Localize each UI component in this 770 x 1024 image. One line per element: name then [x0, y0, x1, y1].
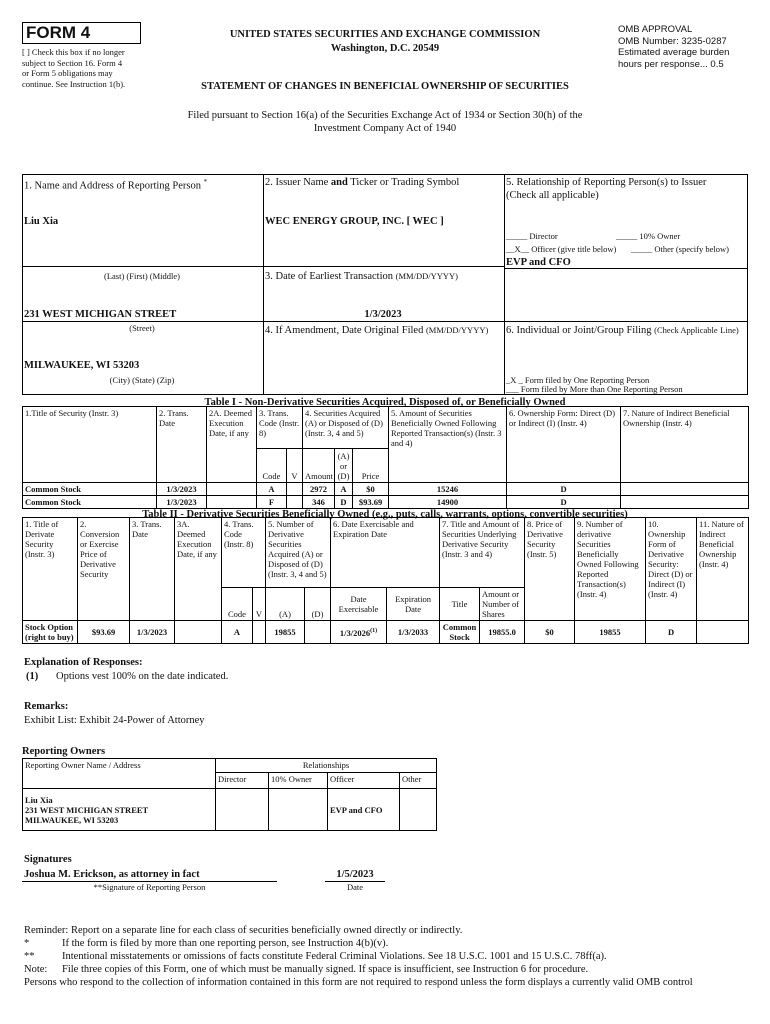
- t2-h-owned: 9. Number of derivative Securities Beneficially Owned Following Reported Transaction(s) (Instr. 4): [575, 518, 646, 621]
- t1-r1-amount: 346: [303, 496, 335, 509]
- table-row: [23, 483, 749, 496]
- owners-col-name: Reporting Owner Name / Address: [23, 759, 216, 789]
- t2-h-sub-a: (A): [266, 588, 305, 621]
- explanation-num: (1): [26, 671, 39, 682]
- box3-label-text: 3. Date of Earliest Transaction: [265, 271, 394, 282]
- owners-col-officer: Officer: [328, 773, 400, 789]
- box4-label-small: (MM/DD/YYYY): [425, 325, 489, 335]
- t1-h-sub-v: V: [287, 449, 303, 483]
- omb-line: OMB Number: 3235-0287: [618, 35, 727, 47]
- t2-h-code: 4. Trans. Code (Instr. 8): [222, 518, 266, 588]
- t1-h-title: 1.Title of Security (Instr. 3): [23, 407, 157, 483]
- t2-h-conv: 2. Conversion or Exercise Price of Derivative Security: [78, 518, 130, 621]
- remarks-text: Exhibit List: Exhibit 24-Power of Attorney: [24, 715, 205, 726]
- t2-h-sub-date-ex: Date Exercisable: [331, 588, 387, 621]
- signatures-heading: Signatures: [24, 854, 72, 865]
- t2-r0-und-title: Common Stock: [440, 621, 480, 644]
- remarks-heading: Remarks:: [24, 701, 69, 712]
- box1-label-text: 1. Name and Address of Reporting Person: [24, 180, 202, 192]
- omb-line: hours per response... 0.5: [618, 58, 724, 70]
- t1-h-date: 2. Trans. Date: [157, 407, 207, 483]
- name-parts-label: (Last) (First) (Middle): [103, 271, 180, 281]
- boxes-divider-1: [263, 174, 264, 394]
- owners-col-rel: Relationships: [216, 759, 437, 773]
- t1-h-securities: 4. Securities Acquired (A) or Disposed of (D) (Instr. 3, 4 and 5): [303, 407, 389, 449]
- agency-line1: UNITED STATES SECURITIES AND EXCHANGE COMMISSION: [229, 29, 541, 40]
- t2-r0-expiration: 1/3/2033: [387, 621, 440, 644]
- t1-h-code: 3. Trans. Code (Instr. 8): [257, 407, 303, 449]
- statement-title: STATEMENT OF CHANGES IN BENEFICIAL OWNERSHIP OF SECURITIES: [201, 81, 569, 92]
- t1-r0-code: A: [257, 483, 287, 496]
- box-hline-d: [504, 321, 748, 322]
- t2-r0-title: Stock Option (right to buy): [23, 621, 78, 644]
- t2-h-form: 10. Ownership Form of Derivative Security: Direct (D) or Indirect (I) (Instr. 4): [646, 518, 697, 621]
- table1: [22, 406, 749, 509]
- t2-r0-a: 19855: [266, 621, 305, 644]
- filing-option-more: ___ Form filed by More than One Reporting Person: [506, 384, 683, 394]
- t1-r0-form: D: [507, 483, 621, 496]
- t2-h-underlying: 7. Title and Amount of Securities Underlying Derivative Security (Instr. 3 and 4): [440, 518, 525, 588]
- t1-h-sub-price: Price: [353, 449, 389, 483]
- owner-name-line: 231 WEST MICHIGAN STREET: [25, 804, 149, 815]
- t1-r0-nature: [621, 483, 749, 496]
- t2-h-sub-v: V: [253, 588, 266, 621]
- checkbox-note-line: [ ] Check this box if no longer: [22, 47, 125, 57]
- box-hline-c: [22, 321, 504, 322]
- footer-note-mark: Note:: [24, 964, 48, 975]
- t1-r0-owned: 15246: [389, 483, 507, 496]
- earliest-transaction-date: 1/3/2023: [364, 309, 402, 320]
- explanation-heading: Explanation of Responses:: [24, 657, 143, 668]
- form-title: FORM 4: [22, 22, 141, 44]
- box3-label: [265, 270, 501, 283]
- t1-h-form: 6. Ownership Form: Direct (D) or Indirect (I) (Instr. 4): [507, 407, 621, 483]
- t1-r0-amount: 2972: [303, 483, 335, 496]
- t2-h-sub-amount: Amount or Number of Shares: [480, 588, 525, 621]
- checkbox-note-line: or Form 5 obligations may: [22, 68, 113, 78]
- t1-h-nature: 7. Nature of Indirect Beneficial Ownership (Instr. 4): [621, 407, 749, 483]
- t1-r1-v: [287, 496, 303, 509]
- t2-h-number: 5. Number of Derivative Securities Acquired (A) or Disposed of (D) (Instr. 3, 4 and 5): [266, 518, 331, 588]
- t2-r0-deemed: [175, 621, 222, 644]
- t1-r0-price: $0: [353, 483, 389, 496]
- omb-line: OMB APPROVAL: [618, 24, 693, 35]
- boxes-right-border: [747, 174, 748, 394]
- t1-r1-date: 1/3/2023: [157, 496, 207, 509]
- owner-name-line: MILWAUKEE, WI 53203: [25, 814, 119, 825]
- city-label: (City) (State) (Zip): [109, 375, 175, 385]
- t2-r0-nature: [697, 621, 749, 644]
- t1-r0-title: Common Stock: [23, 483, 157, 496]
- checkbox-note-line: subject to Section 16. Form 4: [22, 57, 123, 68]
- box1-label: [24, 176, 260, 193]
- signature-date: 1/5/2023: [336, 869, 374, 880]
- box4-label: [265, 324, 505, 337]
- t1-h-sub-amount: Amount: [303, 449, 335, 483]
- table2-title: Table II - Derivative Securities Beneficially Owned (e.g., puts, calls, warrants, options, convertible securities): [142, 509, 628, 520]
- t1-h-sub-code: Code: [257, 449, 287, 483]
- street-label: (Street): [129, 323, 155, 333]
- signer-label: **Signature of Reporting Person: [93, 882, 206, 892]
- table-row: [23, 496, 749, 509]
- footer-last: Persons who respond to the collection of information contained in this form are not required to respond unless the form displays a currently valid OMB control: [24, 977, 693, 988]
- box6-label: [506, 324, 746, 337]
- t2-h-nature: 11. Nature of Indirect Beneficial Ownership (Instr. 4): [697, 518, 749, 621]
- t2-r0-conv: $93.69: [78, 621, 130, 644]
- box-hline-a: [22, 266, 504, 267]
- reporting-city: MILWAUKEE, WI 53203: [24, 360, 140, 371]
- t1-h-owned: 5. Amount of Securities Beneficially Owned Following Reported Transaction(s) (Instr. 3 and 4): [389, 407, 507, 483]
- box2-label: [265, 176, 501, 189]
- t1-r0-date: 1/3/2023: [157, 483, 207, 496]
- filed-pursuant-line1: Filed pursuant to Section 16(a) of the Securities Exchange Act of 1934 or Section 30(h) of the: [187, 110, 583, 121]
- explanation-text: Options vest 100% on the date indicated.: [56, 671, 229, 682]
- table-row: [23, 621, 749, 644]
- owner-name-address: [23, 789, 216, 831]
- box2-label-and: and: [330, 177, 348, 188]
- t2-r0-exercisable: [331, 621, 387, 644]
- t1-r1-form: D: [507, 496, 621, 509]
- box5-label-line1: 5. Relationship of Reporting Person(s) to Issuer: [506, 177, 707, 188]
- t1-r1-price: $93.69: [353, 496, 389, 509]
- t1-r1-code: F: [257, 496, 287, 509]
- t2-h-title: 1. Title of Derivate Security (Instr. 3): [23, 518, 78, 621]
- date-label: Date: [346, 882, 364, 892]
- owners-col-other: Other: [400, 773, 437, 789]
- other-option: _____ Other (specify below): [631, 244, 729, 254]
- t2-r0-exercisable-date: 1/3/2026: [339, 627, 371, 638]
- box2-label-pre: 2. Issuer Name: [265, 177, 331, 188]
- box6-label-small2: Line): [720, 325, 739, 335]
- director-option: _____ Director: [506, 231, 558, 241]
- checkbox-note-line: continue. See Instruction 1(b).: [22, 78, 126, 89]
- owners-heading: Reporting Owners: [22, 746, 106, 757]
- ten-pct-option: _____ 10% Owner: [616, 231, 681, 241]
- owner-ten: [269, 789, 328, 831]
- box3-label-small: (MM/DD/YYYY): [395, 271, 458, 281]
- owners-col-director: Director: [216, 773, 269, 789]
- table-row: [23, 789, 437, 831]
- t1-r0-v: [287, 483, 303, 496]
- reporting-person-name: Liu Xia: [24, 216, 59, 227]
- t2-r0-date: 1/3/2023: [130, 621, 175, 644]
- t1-r1-title: Common Stock: [23, 496, 157, 509]
- owners-col-ten: 10% Owner: [269, 773, 328, 789]
- officer-option: __X__ Officer (give title below): [506, 244, 617, 254]
- t2-r0-d: [305, 621, 331, 644]
- t2-r0-price: $0: [525, 621, 575, 644]
- owner-other: [400, 789, 437, 831]
- footer-dstar-mark: **: [24, 951, 35, 962]
- t2-h-date: 3. Trans. Date: [130, 518, 175, 621]
- agency-line2: Washington, D.C. 20549: [330, 43, 440, 54]
- t1-r0-deemed: [207, 483, 257, 496]
- boxes-left-border: [22, 174, 23, 394]
- t2-r0-v: [253, 621, 266, 644]
- footer-note-text: File three copies of this Form, one of which must be manually signed. If space is insufficient, see Instruction 6 for procedure.: [62, 964, 589, 975]
- box5-label: [506, 176, 746, 202]
- t1-h-deemed: 2A. Deemed Execution Date, if any: [207, 407, 257, 483]
- issuer-name: WEC ENERGY GROUP, INC. [ WEC ]: [265, 216, 444, 227]
- t2-h-price: 8. Price of Derivative Security (Instr. 5): [525, 518, 575, 621]
- owner-officer: EVP and CFO: [328, 789, 400, 831]
- boxes-top-border: [22, 174, 748, 175]
- officer-title: EVP and CFO: [506, 257, 571, 268]
- t2-r0-und-amount: 19855.0: [480, 621, 525, 644]
- t2-h-sub-exp: Expiration Date: [387, 588, 440, 621]
- box6-label-text: 6. Individual or Joint/Group Filing: [506, 325, 652, 336]
- t2-h-deemed: 3A. Deemed Execution Date, if any: [175, 518, 222, 621]
- t1-r1-deemed: [207, 496, 257, 509]
- box6-label-small: (Check Applicable: [654, 325, 718, 335]
- omb-approval: [618, 24, 758, 70]
- box5-label-line2: (Check all applicable): [506, 190, 599, 201]
- boxes-divider-2: [504, 174, 505, 394]
- t2-r0-owned: 19855: [575, 621, 646, 644]
- signer-name: Joshua M. Erickson, as attorney in fact: [24, 869, 200, 880]
- t2-h-sub-title: Title: [440, 588, 480, 621]
- box4-label-text: 4. If Amendment, Date Original Filed: [265, 325, 424, 336]
- t1-r0-aord: A: [335, 483, 353, 496]
- t1-h-sub-aord: (A) or (D): [335, 449, 353, 483]
- box1-label-mark: *: [203, 178, 208, 186]
- table2: [22, 517, 749, 644]
- t2-h-sub-code: Code: [222, 588, 253, 621]
- checkbox-note: [22, 47, 162, 89]
- owner-director: [216, 789, 269, 831]
- t1-r1-nature: [621, 496, 749, 509]
- t2-h-sub-d: (D): [305, 588, 331, 621]
- omb-line: Estimated average burden: [618, 47, 730, 58]
- footer-dstar-text: Intentional misstatements or omissions of facts constitute Federal Criminal Violations. See 18 U.S.C. 1001 and 15 U.S.C. 78ff(a).: [62, 951, 607, 962]
- footer-star-text: If the form is filed by more than one reporting person, see Instruction 4(b)(v).: [62, 938, 389, 949]
- owners-table: [22, 758, 437, 831]
- footer-reminder: Reminder: Report on a separate line for each class of securities beneficially owned directly or indirectly.: [24, 925, 463, 936]
- t1-r1-aord: D: [335, 496, 353, 509]
- t2-h-exercisable: 6. Date Exercisable and Expiration Date: [331, 518, 440, 588]
- t2-r0-form: D: [646, 621, 697, 644]
- t2-r0-code: A: [222, 621, 253, 644]
- box2-label-post: Ticker or Trading Symbol: [347, 177, 460, 188]
- filed-pursuant-line2: Investment Company Act of 1940: [313, 123, 457, 134]
- footer-star-mark: *: [24, 938, 30, 949]
- t1-r1-owned: 14900: [389, 496, 507, 509]
- owner-name-line: Liu Xia: [25, 794, 53, 805]
- table1-title: Table I - Non-Derivative Securities Acquired, Disposed of, or Beneficially Owned: [204, 397, 566, 408]
- reporting-street: 231 WEST MICHIGAN STREET: [24, 309, 177, 320]
- t2-r0-exercisable-mark: (1): [370, 628, 378, 635]
- filing-option-one: _X _ Form filed by One Reporting Person: [506, 375, 650, 385]
